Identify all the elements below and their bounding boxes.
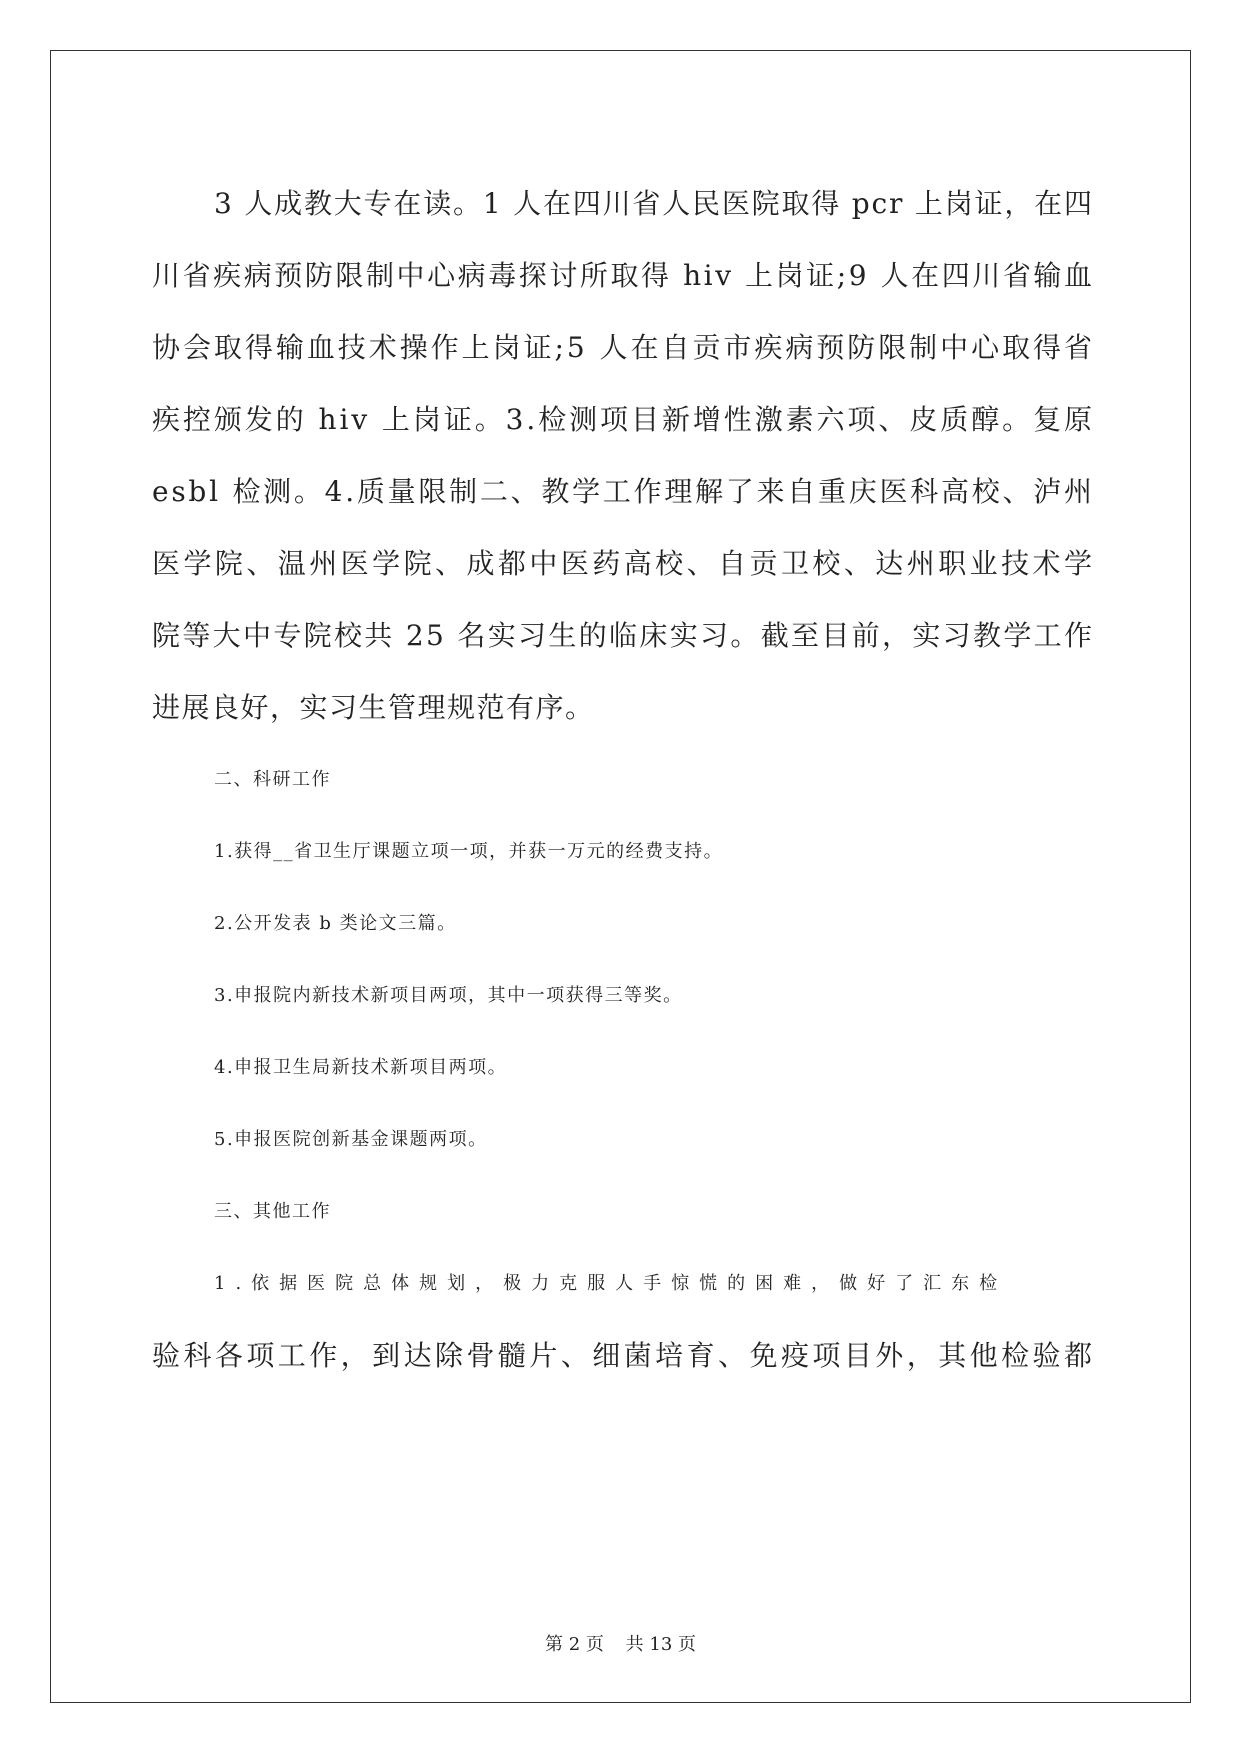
list-item: 2.公开发表 b 类论文三篇。 [214,913,457,934]
text-line: 验科各项工作，到达除骨髓片、细菌培育、免疫项目外，其他检验都 [152,1339,1096,1372]
text-line: 协会取得输血技术操作上岗证;5 人在自贡市疾病预防限制中心取得省 [152,331,1095,364]
text-line: 疾控颁发的 hiv 上岗证。3.检测项目新增性激素六项、皮质醇。复原 [152,403,1095,436]
section-heading: 二、科研工作 [214,769,331,790]
section-heading: 三、其他工作 [214,1201,331,1222]
text-line: 3 人成教大专在读。1 人在四川省人民医院取得 pcr 上岗证，在四 [214,187,1094,220]
list-item: 4.申报卫生局新技术新项目两项。 [214,1057,508,1078]
page-footer [0,1630,1241,1656]
document-body [152,168,1096,1392]
text-line: 医学院、温州医学院、成都中医药高校、自贡卫校、达州职业技术学 [152,547,1096,580]
text-line: 1.依据医院总体规划，极力克服人手惊慌的困难，做好了汇东检 [214,1273,1008,1294]
list-item: 5.申报医院创新基金课题两项。 [214,1129,488,1150]
list-item: 1.获得__省卫生厅课题立项一项，并获一万元的经费支持。 [214,841,724,862]
text-line: esbl 检测。4.质量限制二、教学工作理解了来自重庆医科高校、泸州 [152,475,1095,508]
text-line: 川省疾病预防限制中心病毒探讨所取得 hiv 上岗证;9 人在四川省输血 [152,259,1095,292]
page-number: 第 2 页 [545,1634,604,1655]
list-item: 3.申报院内新技术新项目两项，其中一项获得三等奖。 [214,985,683,1006]
text-line: 院等大中专院校共 25 名实习生的临床实习。截至目前，实习教学工作 [152,619,1095,652]
text-line: 进展良好，实习生管理规范有序。 [152,691,595,724]
page-total: 共 13 页 [625,1634,696,1655]
